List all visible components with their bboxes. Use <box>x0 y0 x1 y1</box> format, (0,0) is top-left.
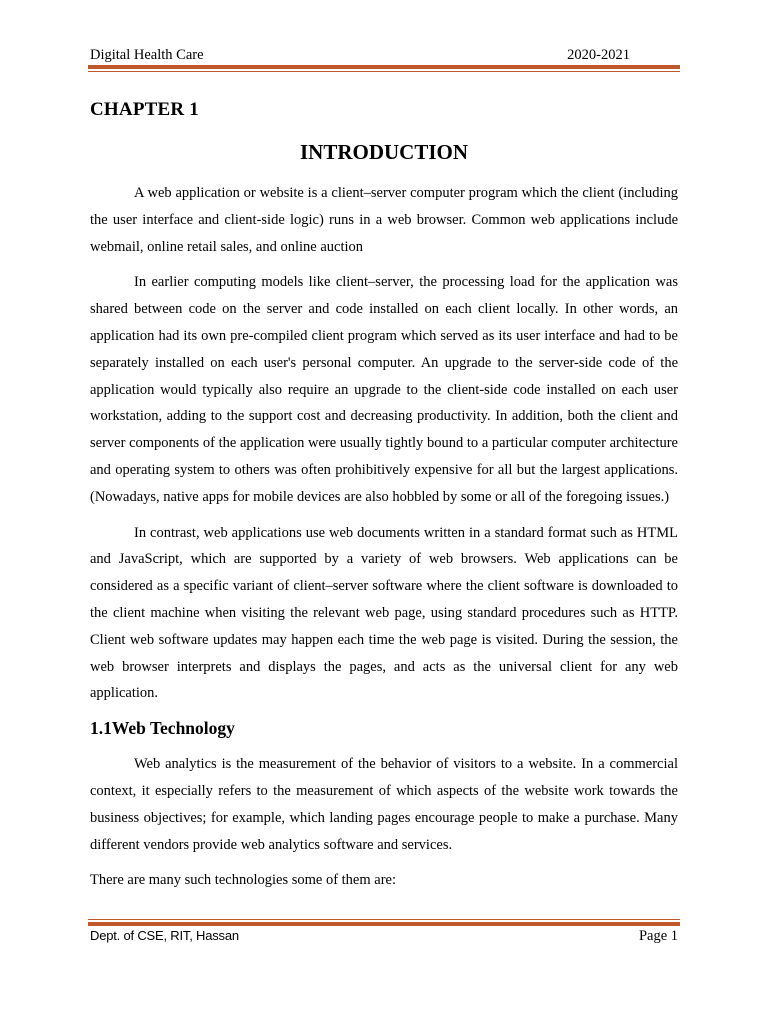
page-number: Page 1 <box>638 928 678 944</box>
header-title: Digital Health Care <box>90 47 204 63</box>
header-rule-thin <box>88 71 680 72</box>
page-header <box>90 47 680 64</box>
section-paragraph: Web analytics is the measurement of the behavior of visitors to a website. In a commercial context, it especially refers to the measurement of which aspects of the website work towards the business objectives; for example, which landing pages encourage people to make a purchase. Many different vendors provide web analytics software and services. <box>90 756 678 853</box>
page-title: INTRODUCTION <box>299 140 469 164</box>
footer-rule <box>88 919 680 926</box>
section-closing: There are many such technologies some of them are: <box>90 872 396 889</box>
footer-department: Dept. of CSE, RIT, Hassan <box>90 928 239 943</box>
body-text <box>90 180 678 903</box>
header-year: 2020-2021 <box>567 47 630 63</box>
paragraph-3: In contrast, web applications use web documents written in a standard format such as HTML and JavaScript, which are supported by a variety of web browsers. Web applications can be considered as a specific variant of client–server software where the client software is downloaded to the client machine when visiting the relevant web page, using standard procedures such as HTTP. Client web software updates may happen each time the web page is visited. During the session, the web browser interprets and displays the pages, and acts as the universal client for any web application. <box>90 524 678 702</box>
header-rule <box>88 65 680 72</box>
footer-rule-thick <box>88 922 680 926</box>
paragraph-1: A web application or website is a client–server computer program which the client (including the user interface and client-side logic) runs in a web browser. Common web applications include webmail, online retail sales, and online auction <box>90 185 678 255</box>
chapter-label: CHAPTER 1 <box>90 99 199 120</box>
paragraph-2: In earlier computing models like client–server, the processing load for the application was shared between code on the server and code installed on each client locally. In other words, an application had its own pre-compiled client program which served as its user interface and had to be separately installed on each user's personal computer. An upgrade to the server-side code of the application would typically also require an upgrade to the client-side code installed on each user workstation, adding to the support cost and decreasing productivity. In addition, both the client and server components of the application were usually tightly bound to a particular computer architecture and operating system to others was often prohibitively expensive for all but the largest applications. (Nowadays, native apps for mobile devices are also hobbled by some or all of the foregoing issues.) <box>90 274 678 505</box>
section-heading: 1.1Web Technology <box>90 718 235 739</box>
header-rule-thick <box>88 65 680 69</box>
footer-rule-thin <box>88 919 680 920</box>
